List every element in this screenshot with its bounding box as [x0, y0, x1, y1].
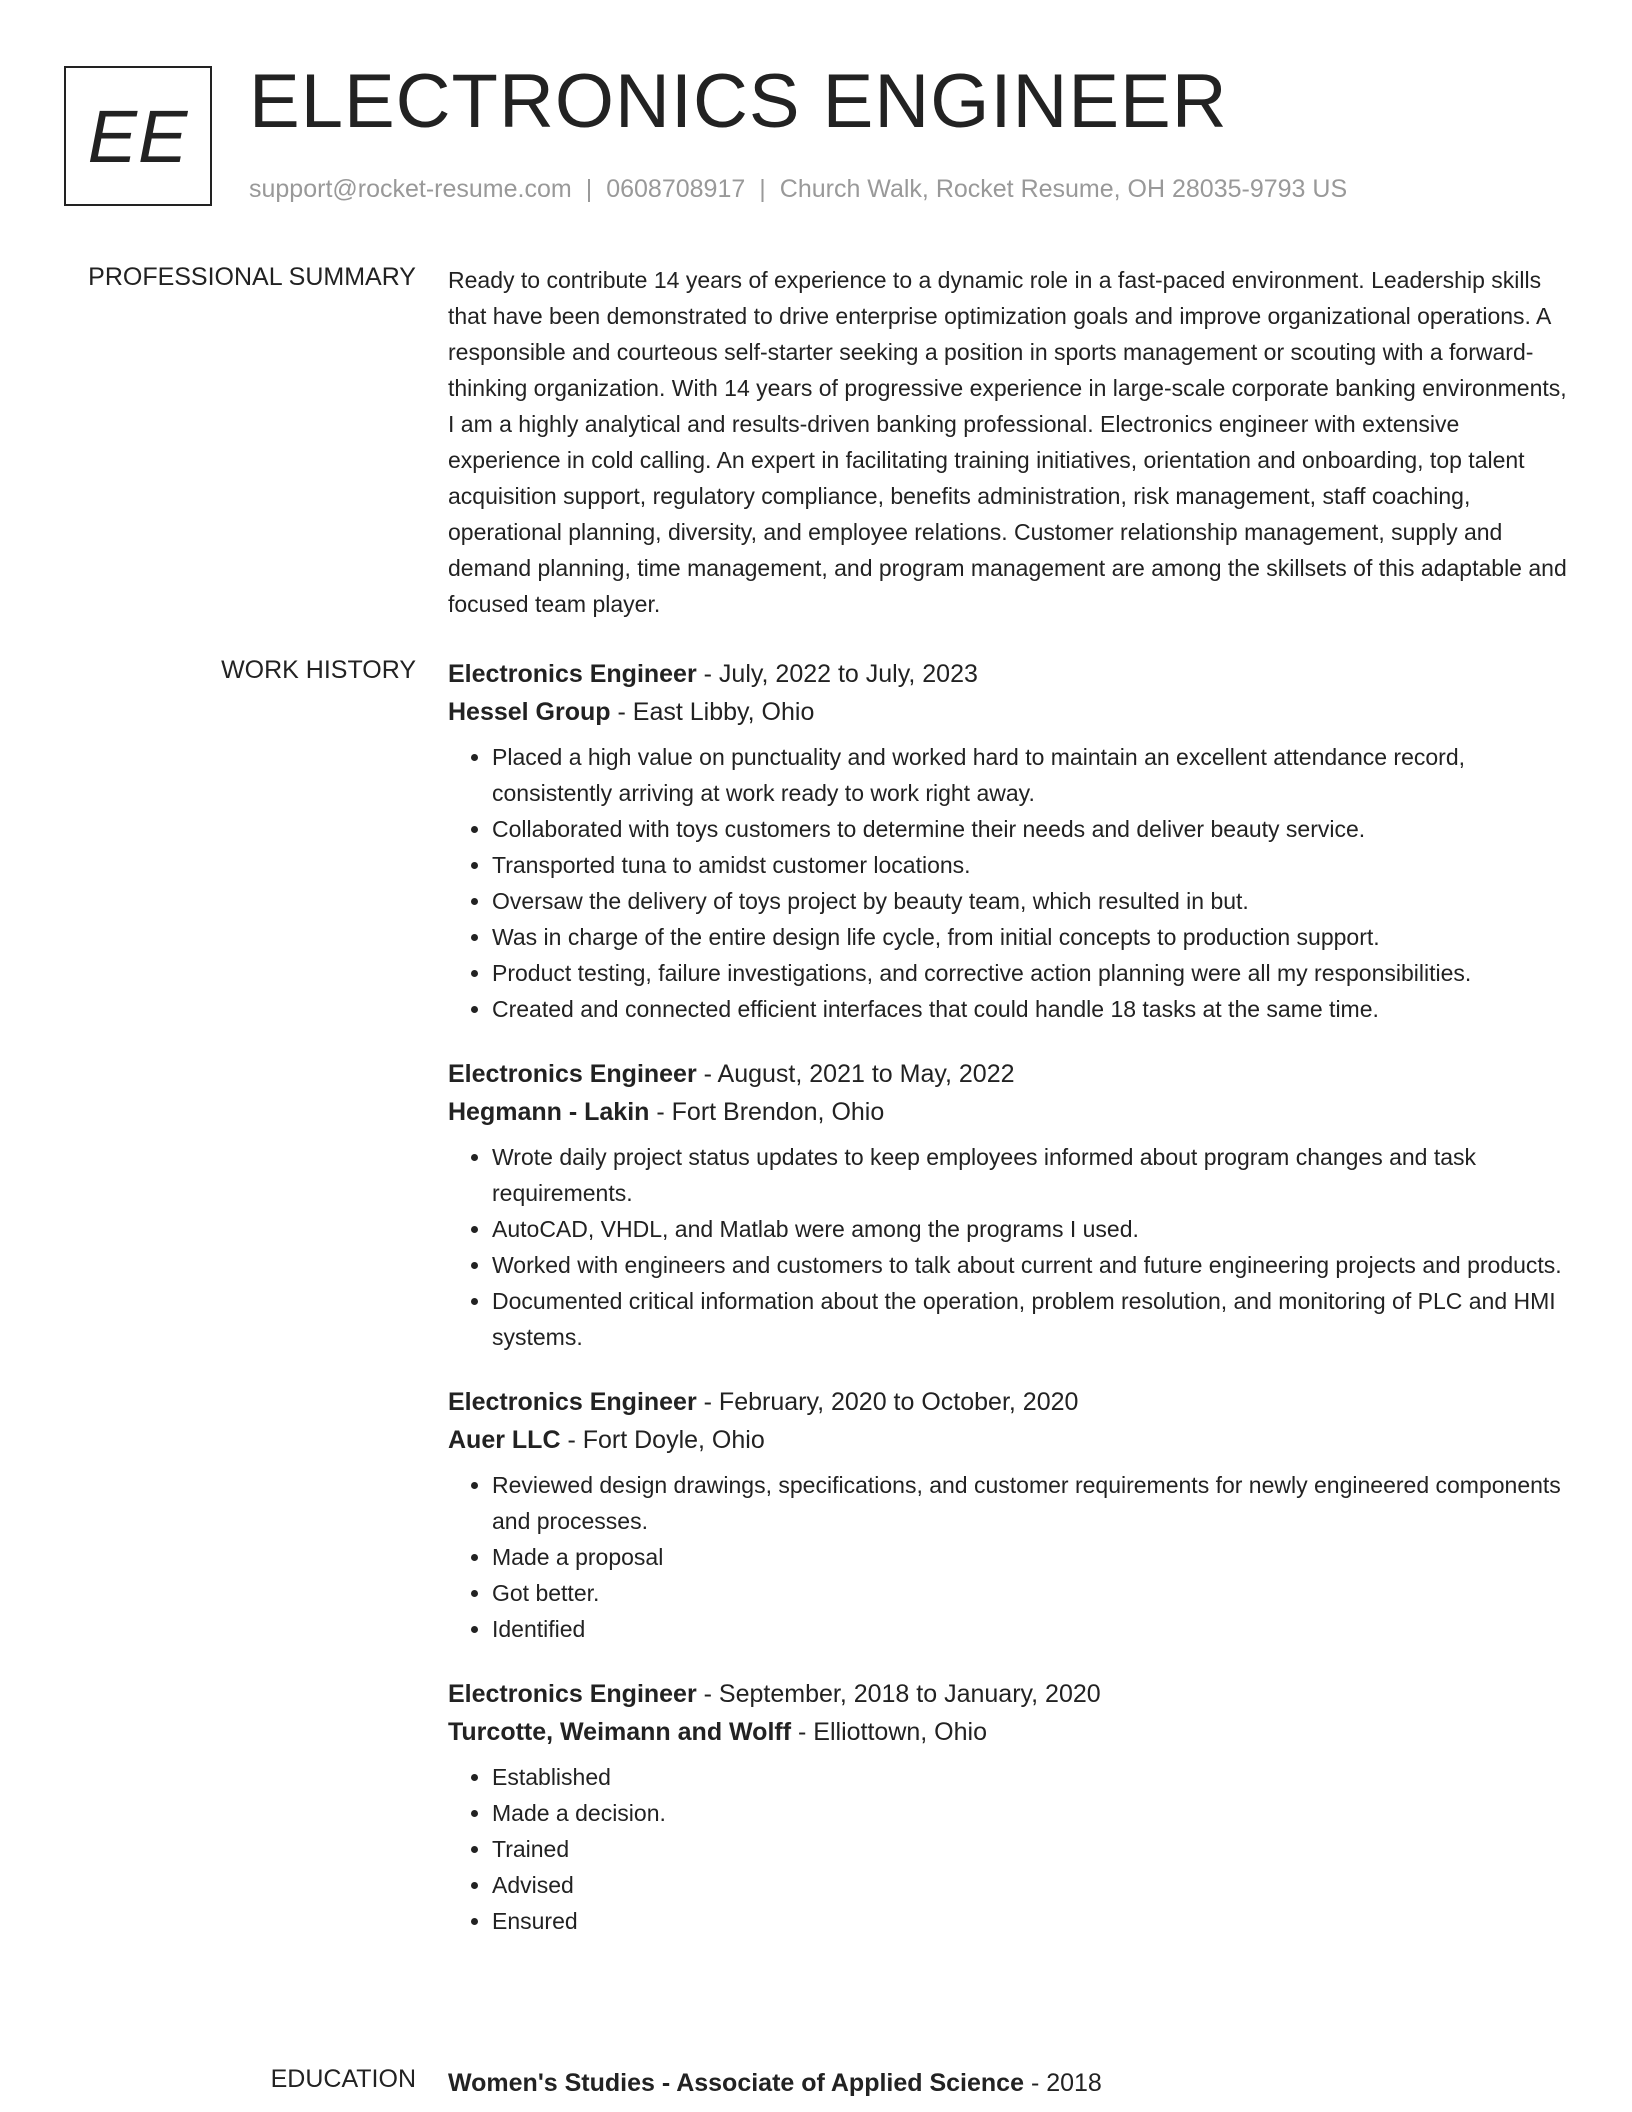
education-degree: Women's Studies - Associate of Applied Science — [448, 2069, 1024, 2097]
job-title-line — [448, 655, 1568, 693]
job-bullets — [448, 1759, 1568, 1939]
job-bullets — [448, 739, 1568, 1027]
contact-email[interactable]: support@rocket-resume.com — [249, 175, 572, 203]
job-bullet: • Reviewed design drawings, specifications, and customer requirements for newly engineered components and processes. — [492, 1467, 1568, 1539]
job-location: - East Libby, Ohio — [610, 698, 815, 726]
job-bullet: • Wrote daily project status updates to keep employees informed about program changes and task requirements. — [492, 1139, 1568, 1211]
job-bullet: • Documented critical information about the operation, problem resolution, and monitoring of PLC and HMI systems. — [492, 1283, 1568, 1355]
job-title-line — [448, 1675, 1568, 1713]
job-location: - Elliottown, Ohio — [791, 1718, 987, 1746]
work-history-body — [448, 655, 1568, 1967]
job-bullet: • Transported tuna to amidst customer locations. — [492, 847, 1568, 883]
resume-header — [64, 59, 1568, 214]
job-dates: - July, 2022 to July, 2023 — [696, 660, 978, 688]
job-bullet: • Established — [492, 1759, 1568, 1795]
education-entry — [448, 2064, 1568, 2102]
job-company-line — [448, 1421, 1568, 1459]
contact-address: Church Walk, Rocket Resume, OH 28035-9793 US — [779, 175, 1348, 203]
job-bullet: • Identified — [492, 1611, 1568, 1647]
job-company: Auer LLC — [448, 1426, 561, 1454]
job-location: - Fort Doyle, Ohio — [560, 1426, 765, 1454]
section-label-summary: PROFESSIONAL SUMMARY — [88, 263, 416, 291]
job-company-line — [448, 1713, 1568, 1751]
job-bullet: • Was in charge of the entire design life cycle, from initial concepts to production support. — [492, 919, 1568, 955]
job-title-line — [448, 1055, 1568, 1093]
job-title-line — [448, 1383, 1568, 1421]
job-company: Hegmann - Lakin — [448, 1098, 650, 1126]
job-entry — [448, 1383, 1568, 1647]
job-entry — [448, 1055, 1568, 1355]
job-bullets — [448, 1467, 1568, 1647]
job-bullet: • Got better. — [492, 1575, 1568, 1611]
education-body — [448, 2064, 1568, 2102]
job-entry — [448, 655, 1568, 1027]
job-company-line — [448, 1093, 1568, 1131]
job-title: Electronics Engineer — [448, 660, 697, 688]
summary-body — [448, 262, 1568, 622]
job-bullets — [448, 1139, 1568, 1355]
education-year: - 2018 — [1024, 2069, 1102, 2097]
section-label-education: EDUCATION — [270, 2065, 416, 2093]
job-dates: - September, 2018 to January, 2020 — [696, 1680, 1101, 1708]
contact-phone[interactable]: 0608708917 — [606, 175, 746, 203]
summary-text: Ready to contribute 14 years of experience to a dynamic role in a fast-paced environment. Leadership skills that have been demonstrated to drive enterprise optimization goals and improve organizational operations. A responsible and courteous self-starter seeking a position in sports management or scouting with a forward-thinking organization. With 14 years of progressive experience in large-scale corporate banking environments, I am a highly analytical and results-driven banking professional. Electronics engineer with extensive experience in cold calling. An expert in facilitating training initiatives, orientation and onboarding, top talent acquisition support, regulatory compliance, benefits administration, risk management, staff coaching, operational planning, diversity, and employee relations. Customer relationship management, supply and demand planning, time management, and program management are among the skillsets of this adaptable and focused team player. — [448, 267, 1567, 617]
job-bullet: • Oversaw the delivery of toys project by beauty team, which resulted in but. — [492, 883, 1568, 919]
monogram-logo: EE — [64, 66, 212, 206]
job-entry — [448, 1675, 1568, 1939]
contact-separator: | — [585, 175, 593, 203]
job-bullet: • Product testing, failure investigations, and corrective action planning were all my responsibilities. — [492, 955, 1568, 991]
contact-separator: | — [759, 175, 766, 203]
job-bullet: • Placed a high value on punctuality and worked hard to maintain an excellent attendance record, consistently arriving at work ready to work right away. — [492, 739, 1568, 811]
job-bullet: • Collaborated with toys customers to determine their needs and deliver beauty service. — [492, 811, 1568, 847]
contact-line — [249, 174, 1347, 204]
job-company-line — [448, 693, 1568, 731]
job-company: Turcotte, Weimann and Wolff — [448, 1718, 792, 1746]
job-dates: - August, 2021 to May, 2022 — [696, 1060, 1015, 1088]
job-bullet: • Made a proposal — [492, 1539, 1568, 1575]
job-bullet: • Advised — [492, 1867, 1568, 1903]
job-bullet: • Trained — [492, 1831, 1568, 1867]
job-title: Electronics Engineer — [448, 1680, 697, 1708]
job-title: Electronics Engineer — [448, 1388, 697, 1416]
job-location: - Fort Brendon, Ohio — [649, 1098, 885, 1126]
job-company: Hessel Group — [448, 698, 611, 726]
job-bullet: • Ensured — [492, 1903, 1568, 1939]
job-bullet: • Created and connected efficient interfaces that could handle 18 tasks at the same time. — [492, 991, 1568, 1027]
resume-title: ELECTRONICS ENGINEER — [249, 59, 1228, 144]
job-bullet: • Worked with engineers and customers to talk about current and future engineering projects and products. — [492, 1247, 1568, 1283]
job-bullet: • Made a decision. — [492, 1795, 1568, 1831]
job-bullet: • AutoCAD, VHDL, and Matlab were among the programs I used. — [492, 1211, 1568, 1247]
section-label-work-history: WORK HISTORY — [221, 656, 416, 684]
job-title: Electronics Engineer — [448, 1060, 697, 1088]
job-dates: - February, 2020 to October, 2020 — [696, 1388, 1079, 1416]
